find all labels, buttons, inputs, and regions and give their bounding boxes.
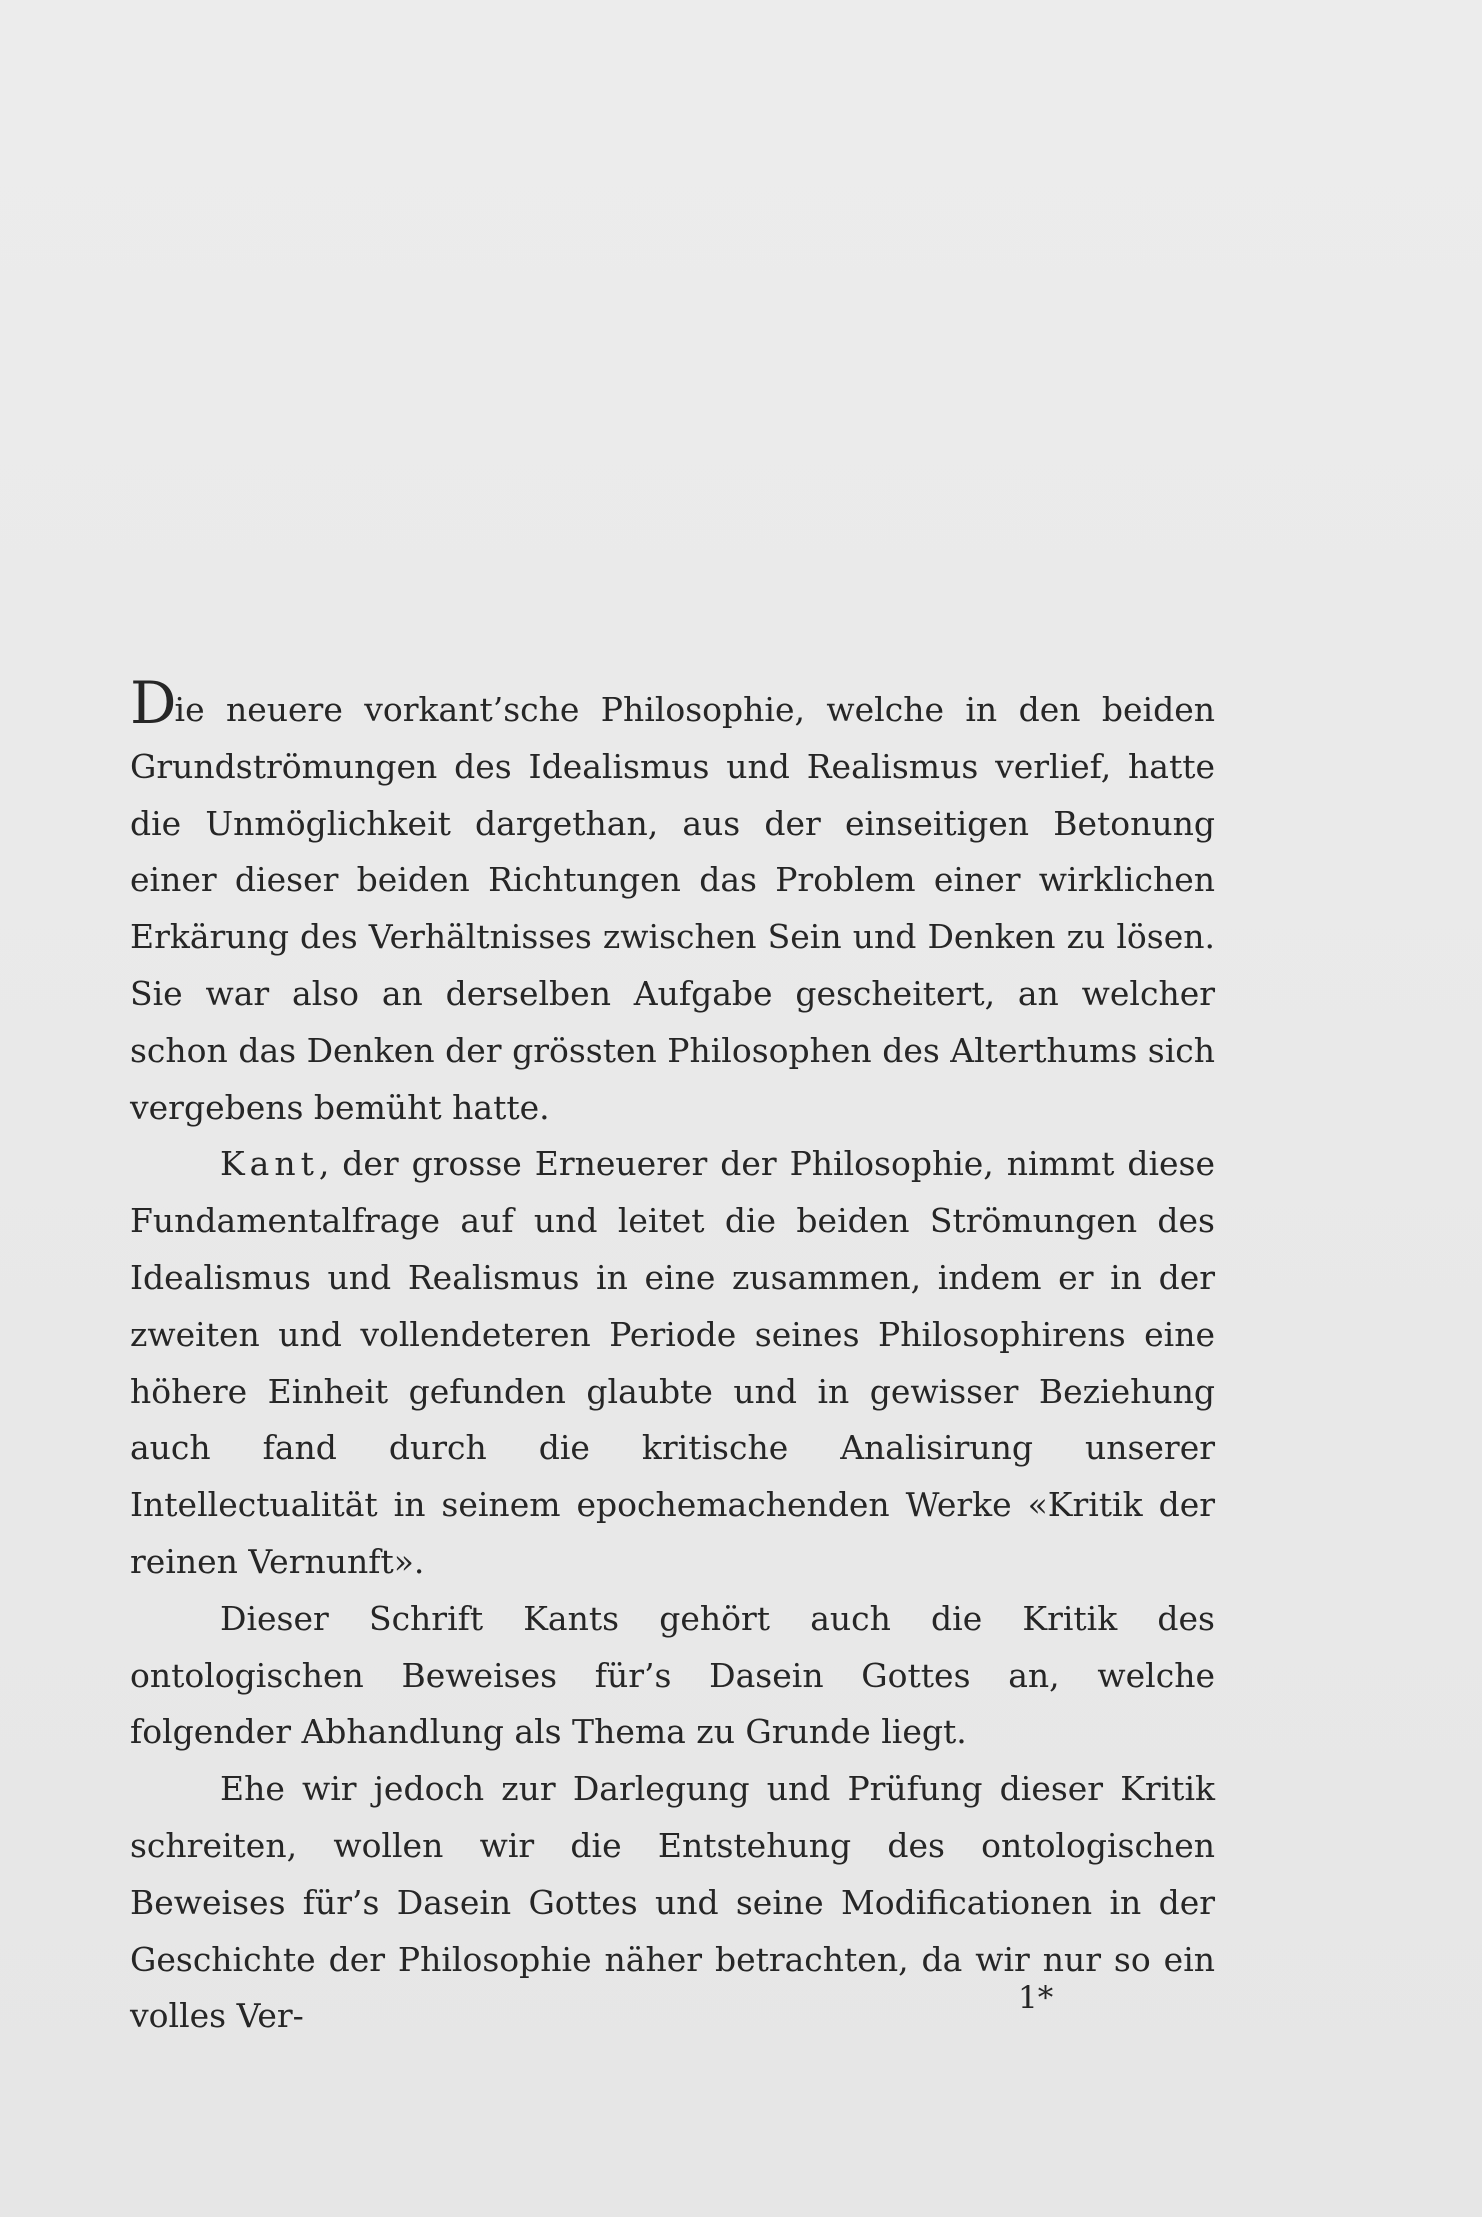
signature-mark: 1* bbox=[1018, 1980, 1054, 2016]
initial-letter: D bbox=[130, 669, 175, 737]
paragraph-2-text: , der grosse Erneuerer der Philosophie, nimmt diese Fundamentalfrage auf und leitet die beiden Strömungen des Idealismus und Realismus in eine zusammen, indem er in der zweiten und vollendeteren Periode seines Philosophirens eine höhere Einheit gefunden glaubte und in gewisser Beziehung auch fand durch die kritische Analisirung unserer Intellectualität in seinem epochemachenden Werke «Kritik der reinen Vernunft». bbox=[130, 1144, 1215, 1581]
body-text bbox=[130, 669, 1215, 2045]
paragraph-2 bbox=[130, 1136, 1215, 1590]
spaced-name-kant: Kant bbox=[220, 1144, 319, 1184]
paragraph-4: Ehe wir jedoch zur Darlegung und Prüfung dieser Kritik schreiten, wollen wir die Entstehung des ontologischen Beweises für’s Dasein Gottes und seine Modificationen in der Geschichte der Philosophie näher betrachten, da wir nur so ein volles Ver- bbox=[130, 1769, 1215, 2036]
paragraph-1 bbox=[130, 669, 1215, 1136]
paragraph-1-text: ie neuere vorkant’sche Philosophie, welche in den beiden Grundströmungen des Idealismus und Realismus verlief, hatte die Unmöglichkeit dargethan, aus der einseitigen Betonung einer dieser beiden Richtungen das Problem einer wirklichen Erkärung des Verhältnisses zwischen Sein und Denken zu lösen. Sie war also an derselben Aufgabe gescheitert, an welcher schon das Denken der grössten Philosophen des Alterthums sich vergebens bemüht hatte. bbox=[130, 690, 1215, 1127]
paragraph-3: Dieser Schrift Kants gehört auch die Kritik des ontologischen Beweises für’s Dasein Gottes an, welche folgender Abhandlung als Thema zu Grunde liegt. bbox=[130, 1598, 1215, 1752]
